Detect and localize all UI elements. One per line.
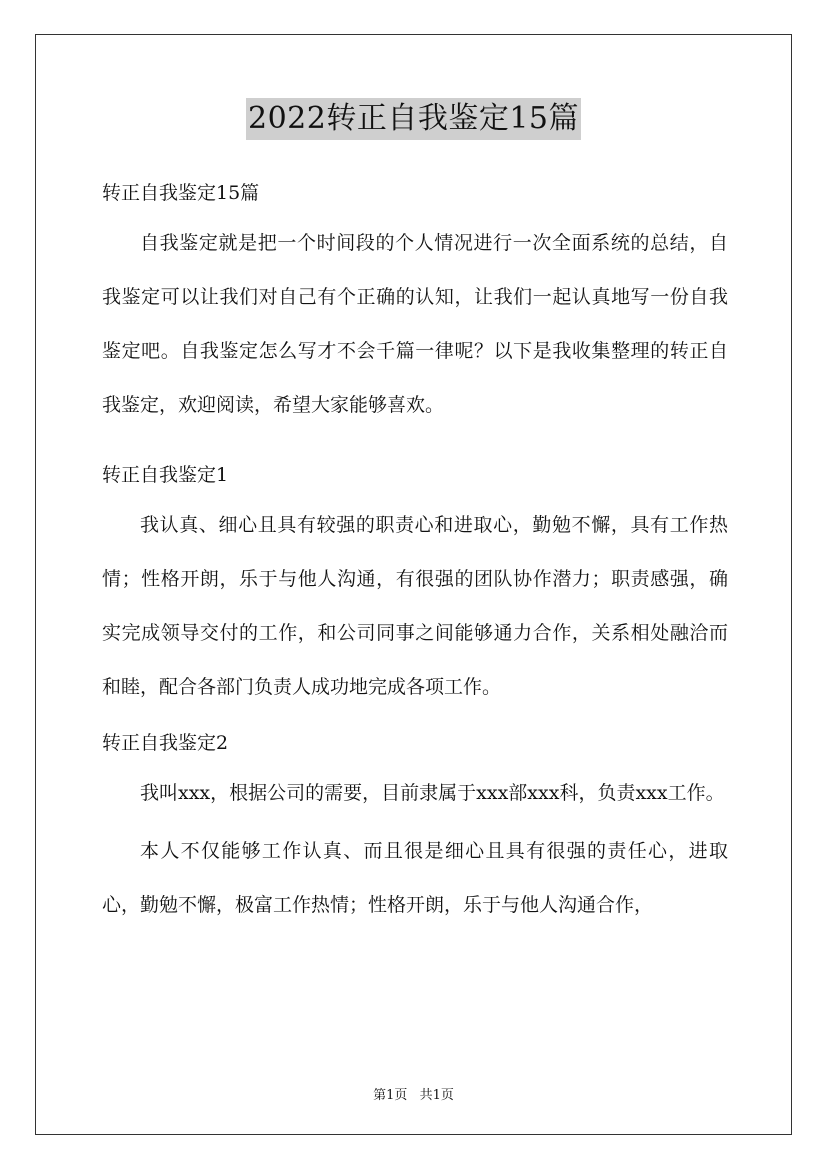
title-wrap xyxy=(0,98,827,140)
page-number-current: 第1页 xyxy=(373,1088,408,1103)
spacer xyxy=(102,432,728,452)
page-footer xyxy=(0,1084,827,1103)
intro-paragraph: 自我鉴定就是把一个时间段的个人情况进行一次全面系统的总结，自我鉴定可以让我们对自己有个正确的认知，让我们一起认真地写一份自我鉴定吧。自我鉴定怎么写才不会千篇一律呢？以下是我收集整理的转正自我鉴定，欢迎阅读，希望大家能够喜欢。 xyxy=(102,232,728,416)
section2-paragraph-1: 我叫xxx，根据公司的需要，目前隶属于xxx部xxx科，负责xxx工作。 xyxy=(140,782,725,804)
document-subtitle: 转正自我鉴定15篇 xyxy=(102,182,260,204)
section2-paragraph-2: 本人不仅能够工作认真、而且很是细心且具有很强的责任心，进取心，勤勉不懈，极富工作热情；性格开朗，乐于与他人沟通合作， xyxy=(102,840,728,916)
section1-heading: 转正自我鉴定1 xyxy=(102,464,229,486)
page-number-total: 共1页 xyxy=(419,1088,454,1103)
section1-paragraph: 我认真、细心且具有较强的职责心和进取心，勤勉不懈，具有工作热情；性格开朗，乐于与他人沟通，有很强的团队协作潜力；职责感强，确实完成领导交付的工作，和公司同事之间能够通力合作，关系相处融洽而和睦，配合各部门负责人成功地完成各项工作。 xyxy=(102,514,728,698)
document-body xyxy=(102,170,728,932)
section2-heading: 转正自我鉴定2 xyxy=(102,732,229,754)
document-title: 2022转正自我鉴定15篇 xyxy=(246,98,581,140)
